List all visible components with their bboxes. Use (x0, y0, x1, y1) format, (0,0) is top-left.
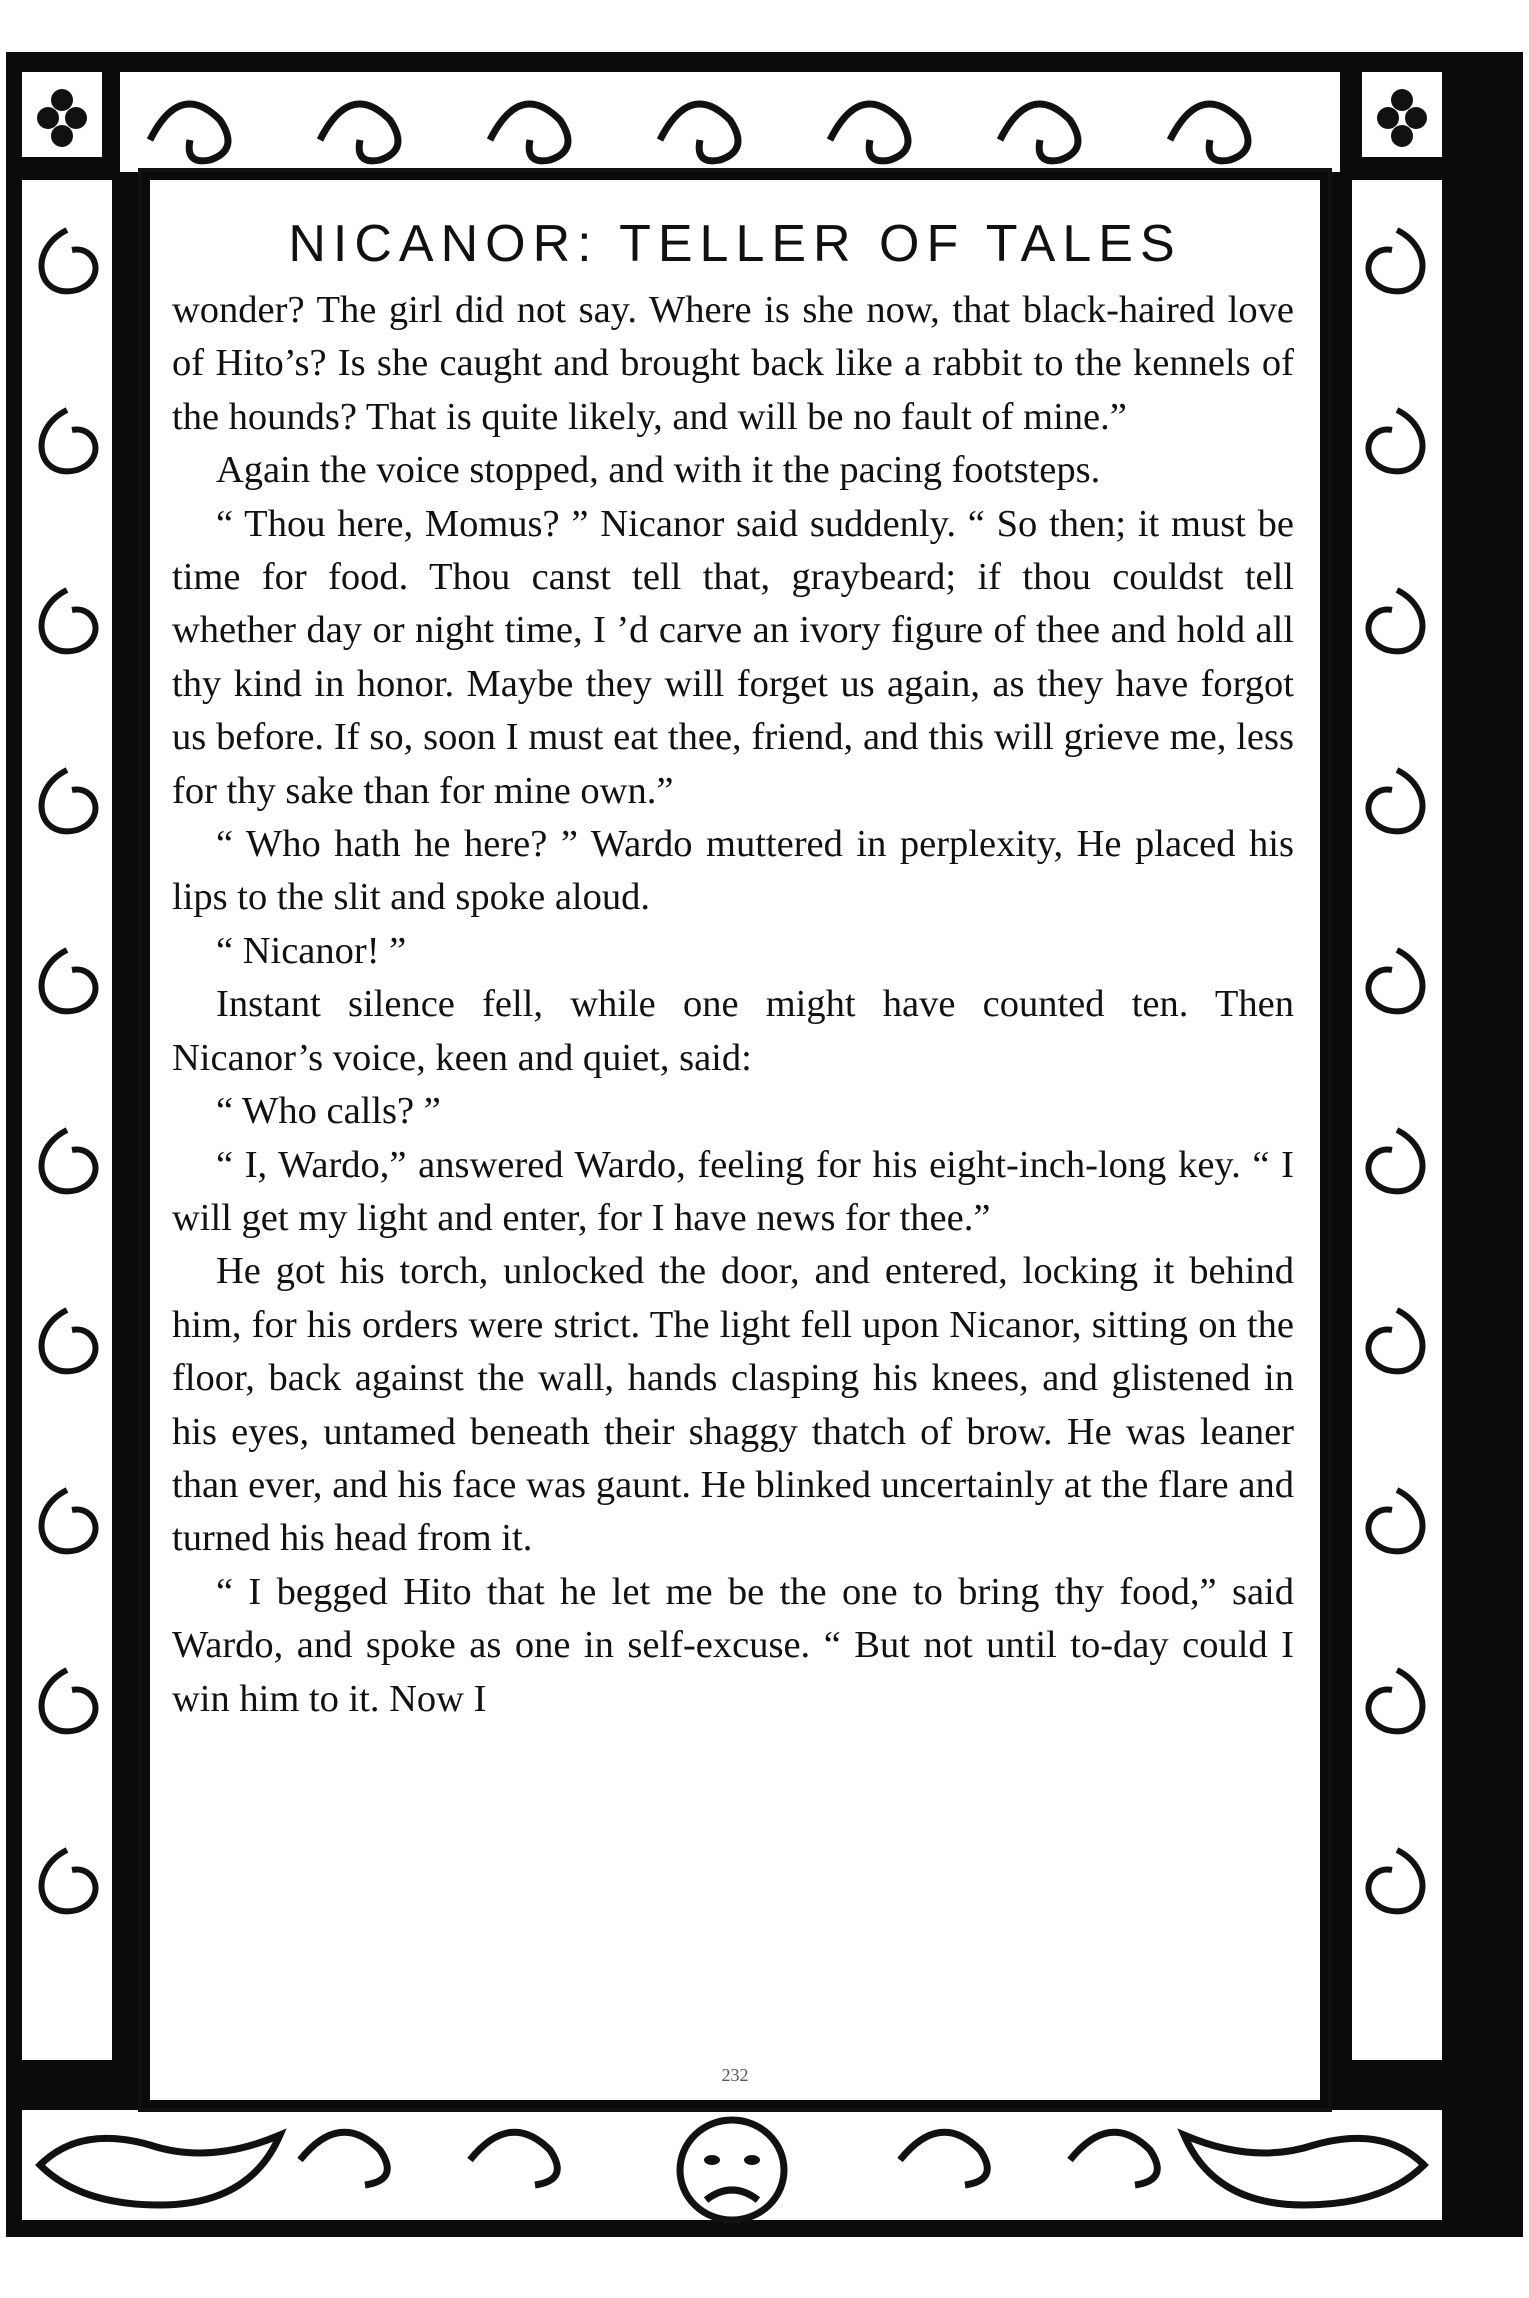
paragraph: “ Nicanor! ” (216, 929, 407, 972)
paragraph: “ Who hath he here? ” Wardo muttered in perplexity, He placed his lips to the slit and spoke aloud. (172, 823, 1294, 919)
page-number: 232 (721, 2065, 749, 2085)
paragraph: He got his torch, unlocked the door, and entered, locking it behind him, for his orders were strict. The light fell upon Nicanor, sitting on the floor, back against the wall, hands clasping his knees, and glistened in his eyes, untamed beneath their shaggy thatch of brow. He was leaner than ever, and his face was gaunt. He blinked uncertainly at the flare and turned his head from it. (172, 1250, 1294, 1560)
paragraph: Instant silence fell, while one might have counted ten. Then Nicanor’s voice, keen and quiet, said: (172, 983, 1294, 1079)
text-panel (150, 180, 1320, 2100)
paragraph: wonder? The girl did not say. Where is she now, that black-haired love of Hito’s? Is she caught and brought back like a rabbit to the kennels of the hounds? That is quite likely, and will be no fault of mine.” (172, 289, 1294, 438)
paragraph: “ Thou here, Momus? ” Nicanor said suddenly. “ So then; it must be time for food. Thou canst tell that, graybeard; if thou couldst tell whether day or night time, I ’d carve an ivory figure of thee and hold all thy kind in honor. Maybe they will forget us again, as they have forgot us before. If so, soon I must eat thee, friend, and this will grieve me, less for thy sake than for mine own.” (172, 502, 1294, 812)
paragraph: “ Who calls? ” (216, 1090, 441, 1133)
paragraph: “ I begged Hito that he let me be the one to bring thy food,” said Wardo, and spoke as one in self-excuse. “ But not until to-day could I win him to it. Now I (172, 1570, 1294, 1720)
running-title: NICANOR: TELLER OF TALES (288, 215, 1182, 273)
paragraph: “ I, Wardo,” answered Wardo, feeling for his eight-inch-long key. “ I will get my light and enter, for I have news for thee.” (172, 1143, 1294, 1239)
paragraph: Again the voice stopped, and with it the pacing footsteps. (216, 449, 1101, 492)
page-body (150, 284, 1320, 1726)
